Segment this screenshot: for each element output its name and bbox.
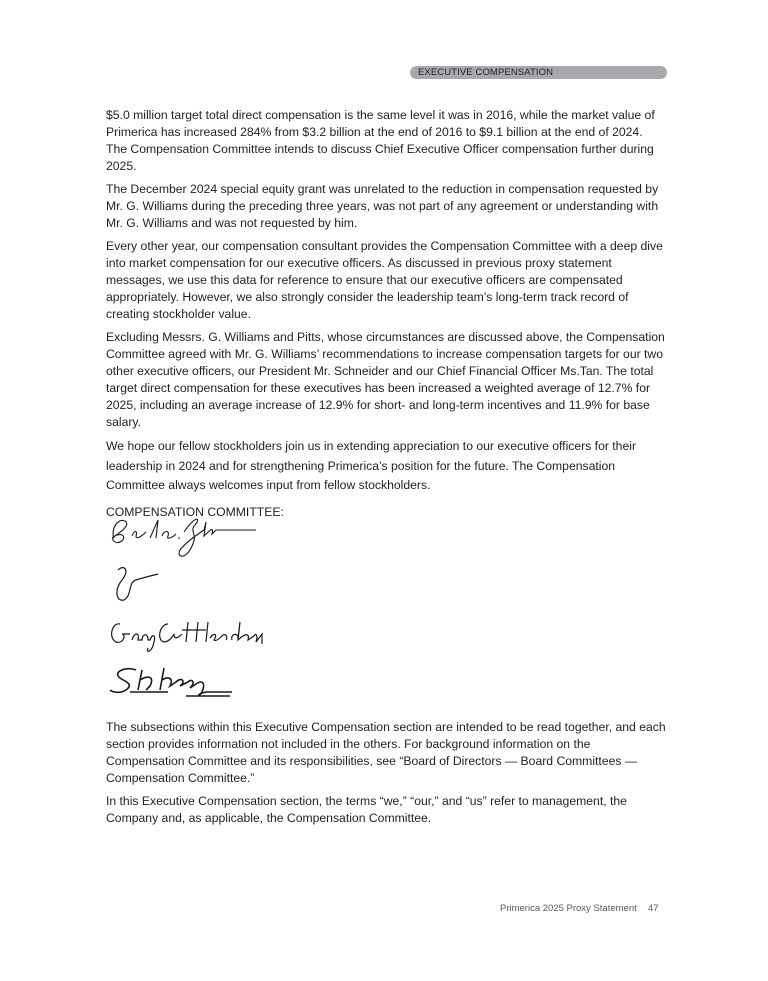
paragraph-subsections: The subsections within this Executive Compensation section are intended to be read together, and each section provides information not included in the others. For background information on the Compensation Committee and its responsibilities, see “Board of Directors — Board Committees — Compensation Committee.” (106, 720, 666, 785)
paragraph-executive-increases: Excluding Messrs. G. Williams and Pitts, whose circumstances are discussed above, the Compensation Committee agreed with Mr. G. Williams’ recommendations to increase compensation targets for our two other executive officers, our President Mr. Schneider and our Chief Financial Officer Ms.Tan. The total target direct compensation for these executives has been increased a weighted average of 12.7% for 2025, including an average increase of 12.9% for short- and long-term incentives and 11.9% for base salary. (106, 330, 665, 429)
paragraph-special-equity-grant: The December 2024 special equity grant was unrelated to the reduction in compensation requested by Mr. G. Williams during the preceding three years, was not part of any agreement or understanding with Mr. G. Williams and was not requested by him. (106, 182, 659, 230)
paragraph-ceo-compensation: $5.0 million target total direct compensation is the same level it was in 2016, while the market value of Primerica has increased 284% from $3.2 billion at the end of 2016 to $9.1 billion at the end of 2024. The Compensation Committee intends to discuss Chief Executive Officer compensation further during 2025. (106, 108, 655, 173)
section-header-label: EXECUTIVE COMPENSATION (418, 67, 554, 78)
signature-4-icon (106, 664, 256, 698)
signature-gary-crittenden-icon (106, 612, 276, 662)
section-header-bar (410, 66, 667, 79)
letter-body (106, 107, 666, 521)
footer-document-title: Primerica 2025 Proxy Statement (500, 903, 637, 914)
paragraph-compensation-consultant: Every other year, our compensation consultant provides the Compensation Committee with a deep dive into market compensation for our executive officers. As discussed in previous proxy statement messages, we use this data for reference to ensure that our executive officers are compensated appropriately. However, we also strongly consider the leadership team’s long-term track record of creating stockholder value. (106, 239, 663, 321)
signature-2-icon (106, 560, 186, 610)
paragraph-appreciation: We hope our fellow stockholders join us in extending appreciation to our executive officers for their leadership in 2024 and for strengthening Primerica’s position for the future. The Compensation Committee always welcomes input from fellow stockholders. (106, 439, 637, 492)
paragraph-terms-definition: In this Executive Compensation section, the terms “we,” “our,” and “us” refer to management, the Company and, as applicable, the Compensation Committee. (106, 794, 627, 825)
signature-1-icon (106, 508, 266, 568)
signature-block (106, 508, 306, 698)
footer-page-number: 47 (648, 903, 659, 914)
committee-label: COMPENSATION COMMITTEE: (106, 504, 284, 519)
section-intro (106, 719, 666, 833)
